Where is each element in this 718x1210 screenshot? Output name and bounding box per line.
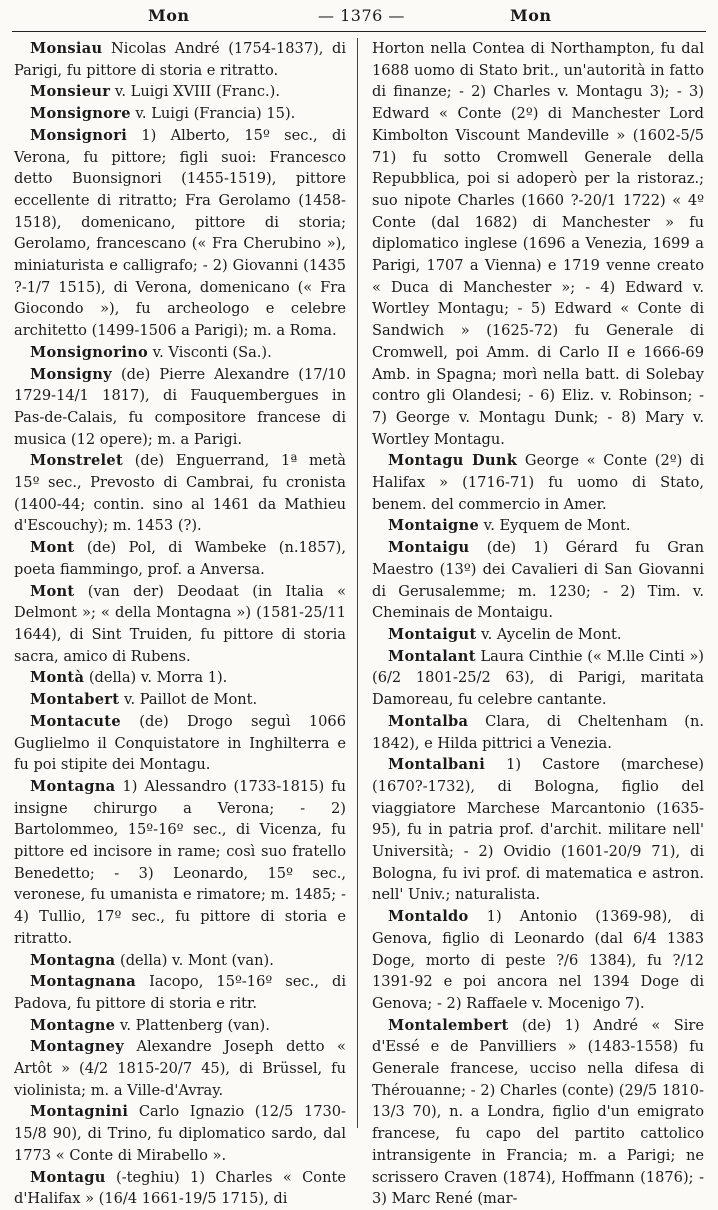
entry-headword: Monsigny	[30, 365, 112, 383]
entry-text: Clara, di Cheltenham (n. 1842), e Hilda pittrici a Venezia.	[372, 712, 704, 752]
dictionary-entry	[372, 711, 704, 754]
entry-headword: Montagney	[30, 1038, 124, 1056]
dictionary-entry	[372, 450, 704, 515]
entry-headword: Montagu Dunk	[388, 452, 518, 470]
dictionary-entry	[14, 581, 346, 668]
entry-headword: Montalba	[388, 712, 469, 730]
dictionary-entry	[372, 906, 704, 1015]
dictionary-entry	[14, 971, 346, 1014]
dictionary-entry	[372, 1015, 704, 1210]
dictionary-entry	[372, 38, 704, 450]
dictionary-entry	[14, 667, 346, 689]
dictionary-entry	[14, 1167, 346, 1210]
entry-headword: Montaigne	[388, 517, 480, 535]
entry-headword: Montalembert	[388, 1016, 509, 1034]
dictionary-entry	[372, 646, 704, 711]
entry-headword: Montacute	[30, 712, 121, 730]
dictionary-entry	[14, 81, 346, 103]
entry-headword: Monsignori	[30, 126, 128, 144]
left-column	[14, 38, 346, 1208]
dictionary-entry	[14, 776, 346, 950]
entry-headword: Monsignore	[30, 105, 131, 123]
entry-text: Iacopo, 15º-16º sec., di Padova, fu pittore di storia e ritr.	[14, 973, 346, 1012]
entry-text: (de) Drogo seguì 1066 Guglielmo il Conquistatore in Inghilterra e fu poi stipite dei Montagu.	[14, 712, 346, 774]
entry-text: Horton nella Contea di Northampton, fu dal 1688 uomo di Stato brit., un'autorità in fatto di finanze; - 2) Charles v. Montagu 3); - 3) Edward « Conte (2º) di Manchester Lord Kimbolton Viscount Mandeville » (1602-5/5 71) fu sotto Cromwell Generale della Repubblica, poi si adoperò per la ristoraz.; suo nipote Charles (1660 ?-20/1 1722) « 4º Conte (dal 1682) di Manchester » fu diplomatico inglese (1696 a Venezia, 1699 a Parigi, 1707 a Vienna) e 1719 venne creato « Duca di Manchester »; - 4) Edward v. Wortley Montagu; - 5) Edward « Conte di Sandwich » (1625-72) fu Generale di Cromwell, poi Amm. di Carlo II e 1666-69 Amb. in Spagna; morì nella batt. di Solebay contro gli Olandesi; - 6) Eliz. v. Robinson; - 7) George v. Montagu Dunk; - 8) Mary v. Wortley Montagu.	[372, 40, 704, 448]
entry-headword: Monsieur	[30, 83, 111, 101]
entry-text: Laura Cinthie (« M.lle Cinti ») (6/2 1801-25/2 63), di Parigi, maritata Damoreau, fu celebre cantante.	[372, 647, 704, 709]
entry-text: George « Conte (2º) di Halifax » (1716-71) fu uomo di Stato, benem. del commercio in Amer.	[372, 452, 704, 513]
entry-headword: Montagnini	[30, 1103, 129, 1121]
dictionary-entry	[14, 1101, 346, 1166]
dictionary-entry	[14, 342, 346, 364]
entry-text: (de) Pierre Alexandre (17/10 1729-14/1 1817), di Fauquembergues in Pas-de-Calais, fu compositore francese di musica (12 opere); m. a Parigi.	[14, 365, 346, 448]
entry-text: 1) Alessandro (1733-1815) fu insigne chirurgo a Verona; - 2) Bartolommeo, 15º-16º sec., di Vicenza, fu pittore ed incisore in rame; così suo fratello Benedetto; - 3) Leonardo, 15º sec., veronese, fu umanista e rimatore; m. 1485; - 4) Tullio, 17º sec., fu pittore di storia e ritratto.	[14, 777, 346, 947]
entry-text: Carlo Ignazio (12/5 1730-15/8 90), di Trino, fu diplomatico sardo, dal 1773 « Conte di Mirabello ».	[14, 1103, 346, 1164]
entry-text: v. Luigi (Francia) 15).	[130, 105, 296, 123]
entry-text: (de) Pol, di Wambeke (n.1857), poeta fiammingo, prof. a Anversa.	[14, 539, 346, 578]
entry-text: Alexandre Joseph detto « Artôt » (4/2 1815-20/7 45), di Brüssel, fu violinista; m. a Ville-d'Avray.	[14, 1038, 346, 1099]
entry-headword: Monsiau	[30, 40, 103, 57]
entry-text: 1) Alberto, 15º sec., di Verona, fu pittore; figli suoi: Francesco detto Buonsignori (1455-1519), pittore eccellente di ritratto; Fra Gerolamo (1458-1518), domenicano, pittore di storia; Gerolamo, francescano (« Fra Cherubino »), miniaturista e calligrafo; - 2) Giovanni (1435 ?-1/7 1515), di Verona, domenicano (« Fra Giocondo »), fu archeologo e celebre architetto (1499-1506 a Parigi); m. a Roma.	[14, 126, 346, 340]
entry-headword: Montaigut	[388, 625, 477, 643]
entry-text: v. Luigi XVIII (Franc.).	[110, 83, 280, 101]
entry-headword: Monsignorino	[30, 343, 148, 361]
dictionary-entry	[14, 450, 346, 537]
dictionary-entry	[14, 103, 346, 125]
entry-text: (della) v. Morra 1).	[84, 669, 228, 687]
dictionary-entry	[372, 624, 704, 646]
entry-text: (-teghiu) 1) Charles « Conte d'Halifax » (16/4 1661-19/5 1715), di	[14, 1168, 346, 1208]
dictionary-entry	[372, 515, 704, 537]
entry-headword: Mont	[30, 582, 75, 600]
entry-headword: Montagna	[30, 951, 116, 969]
entry-headword: Montà	[30, 669, 85, 687]
entry-headword: Mont	[30, 539, 75, 557]
entry-headword: Montalant	[388, 647, 476, 665]
entry-text: v. Eyquem de Mont.	[479, 517, 631, 535]
page-number: — 1376 —	[318, 6, 405, 25]
dictionary-entry	[14, 1015, 346, 1037]
entry-headword: Montaigu	[388, 539, 470, 557]
dictionary-entry	[372, 537, 704, 624]
dictionary-entry	[14, 364, 346, 451]
column-divider	[357, 38, 358, 1128]
header-right-guideword: Mon	[510, 6, 552, 25]
entry-text: 1) Antonio (1369-98), di Genova, figlio di Leonardo (dal 6/4 1383 Doge, morto di peste ?/6 1384), fu ?/12 1391-92 e poi ancora nel 1394 Doge di Genova; - 2) Raffaele v. Mocenigo 7).	[372, 908, 704, 1012]
dictionary-entry	[14, 711, 346, 776]
entry-text: (van der) Deodaat (in Italia « Delmont »; « della Montagna ») (1581-25/11 1644), di Sint Truiden, fu pittore di storia sacra, amico di Rubens.	[14, 582, 346, 665]
entry-headword: Monstrelet	[30, 452, 123, 470]
entry-headword: Montalbani	[388, 756, 486, 774]
dictionary-entry	[14, 950, 346, 972]
entry-text: (de) Enguerrand, 1ª metà 15º sec., Prevosto di Cambrai, fu cronista (1400-44; contin. sino al 1461 da Mathieu d'Escouchy); m. 1453 (?).	[14, 452, 346, 535]
dictionary-entry	[14, 689, 346, 711]
right-column	[372, 38, 704, 1208]
entry-headword: Montagnana	[30, 973, 137, 991]
entry-text: (de) 1) André « Sire d'Essé e de Panvilliers » (1483-1558) fu Generale francese, ucciso nella difesa di Thérouanne; - 2) Charles (conte) (29/5 1810-13/3 70), n. a Londra, figlio d'un emigrato francese, fu capo del partito cattolico intransigente in Francia; m. a Parigi; ne scrissero Craven (1874), Hoffmann (1876); - 3) Marc René (mar-	[372, 1016, 704, 1208]
dictionary-entry	[372, 754, 704, 906]
entry-text: (della) v. Mont (van).	[115, 951, 274, 969]
entry-headword: Montagna	[30, 777, 116, 795]
entry-text: v. Visconti (Sa.).	[147, 343, 272, 361]
dictionary-entry	[14, 537, 346, 580]
entry-text: v. Paillot de Mont.	[119, 691, 258, 709]
header-rule	[12, 31, 706, 32]
entry-text: (de) 1) Gérard fu Gran Maestro (13º) dei Cavalieri di San Giovanni di Gerusalemme; m. 1230; - 2) Tim. v. Cheminais de Montaigu.	[372, 539, 704, 622]
dictionary-entry	[14, 38, 346, 81]
entry-headword: Montagu	[30, 1168, 106, 1186]
entry-headword: Montabert	[30, 691, 120, 709]
entry-text: Nicolas André (1754-1837), di Parigi, fu pittore di storia e ritratto.	[14, 40, 346, 79]
entry-headword: Montaldo	[388, 908, 469, 926]
header-left-guideword: Mon	[148, 6, 190, 25]
entry-headword: Montagne	[30, 1016, 116, 1034]
dictionary-entry	[14, 1036, 346, 1101]
running-header	[0, 0, 718, 34]
dictionary-entry	[14, 125, 346, 342]
entry-text: v. Aycelin de Mont.	[476, 625, 622, 643]
entry-text: 1) Castore (marchese) (1670?-1732), di Bologna, figlio del viaggiatore Marchese Marcantonio (1635-95), fu in patria prof. d'archit. militare nell' Università; - 2) Ovidio (1601-20/9 71), di Bologna, fu ivi prof. di matematica e astron. nell' Univ.; naturalista.	[372, 756, 704, 904]
entry-text: v. Plattenberg (van).	[115, 1016, 270, 1034]
